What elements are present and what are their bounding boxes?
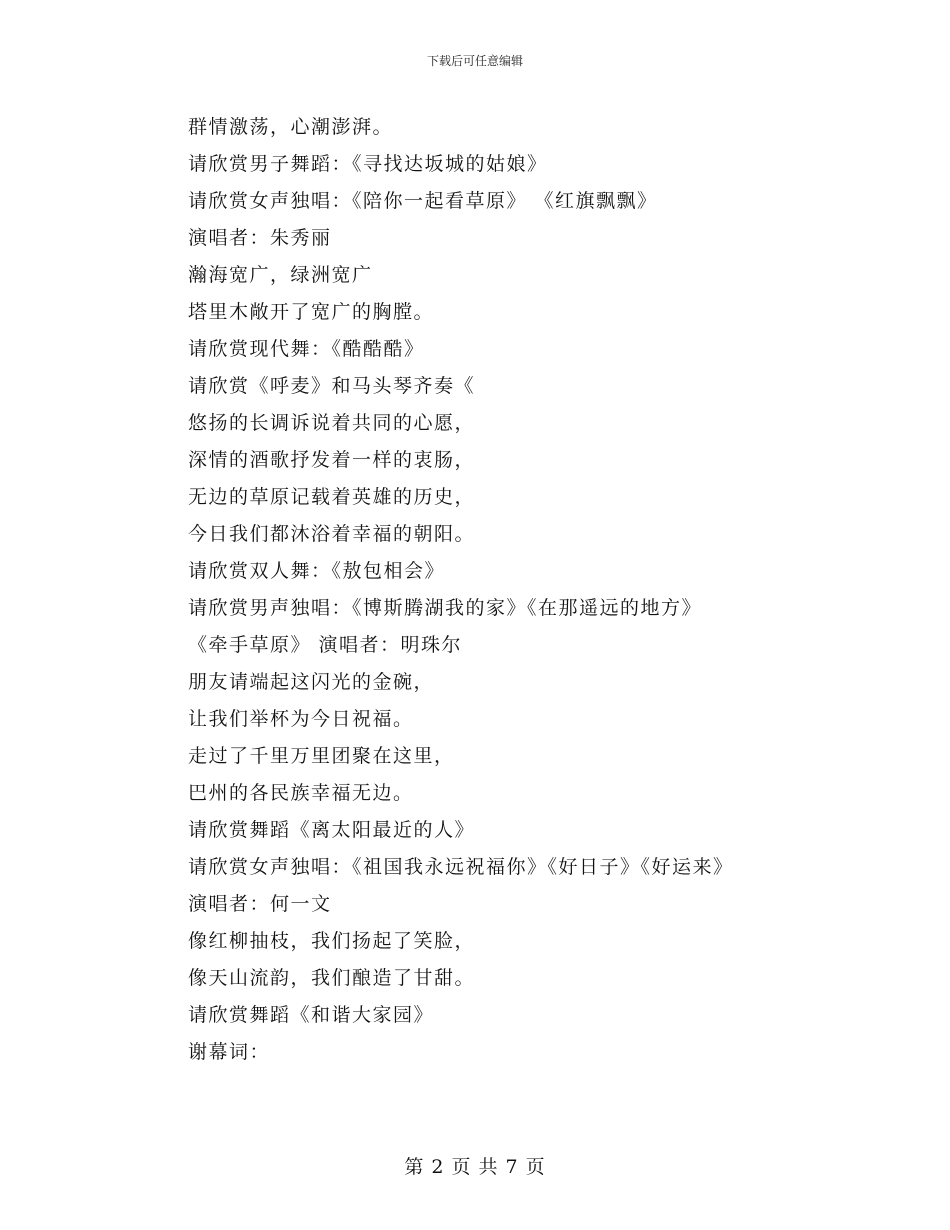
text-line: 瀚海宽广，绿洲宽广 [188,264,373,286]
text-line: 《牵手草原》 演唱者：明珠尔 [188,634,463,656]
text-line: 悠扬的长调诉说着共同的心愿， [188,412,476,434]
text-line: 塔里木敞开了宽广的胸膛。 [188,301,435,323]
text-line: 请欣赏舞蹈《和谐大家园》 [188,1004,435,1026]
text-line: 演唱者：何一文 [188,893,332,915]
text-line: 请欣赏双人舞：《敖包相会》 [188,560,446,582]
page-header: 下载后可任意编辑 [426,54,523,68]
text-line: 无边的草原记载着英雄的历史， [188,486,476,508]
document-body [188,112,828,1074]
text-line: 请欣赏舞蹈《离太阳最近的人》 [188,819,476,841]
text-line: 让我们举杯为今日祝福。 [188,708,414,730]
text-line: 谢幕词： [188,1041,271,1063]
text-line: 请欣赏男声独唱：《博斯腾湖我的家》《在那遥远的地方》 [188,597,703,619]
text-line: 演唱者：朱秀丽 [188,227,332,249]
text-line: 像天山流韵，我们酿造了甘甜。 [188,967,476,989]
text-line: 像红柳抽枝，我们扬起了笑脸， [188,930,476,952]
text-line: 走过了千里万里团聚在这里， [188,745,455,767]
text-line: 请欣赏男子舞蹈：《寻找达坂城的姑娘》 [188,153,548,175]
text-line: 请欣赏女声独唱：《陪你一起看草原》 《红旗飘飘》 [188,190,658,212]
text-line: 请欣赏现代舞：《酷酷酷》 [188,338,425,360]
text-line: 朋友请端起这闪光的金碗， [188,671,435,693]
text-line: 请欣赏《呼麦》和马头琴齐奏《 [188,375,476,397]
text-line: 深情的酒歌抒发着一样的衷肠， [188,449,476,471]
text-line: 巴州的各民族幸福无边。 [188,782,414,804]
text-line: 请欣赏女声独唱：《祖国我永远祝福你》《好日子》《好运来》 [188,856,734,878]
page-number: 第 2 页 共 7 页 [404,1156,546,1178]
text-line: 今日我们都沐浴着幸福的朝阳。 [188,523,476,545]
text-line: 群情激荡，心潮澎湃。 [188,116,394,138]
